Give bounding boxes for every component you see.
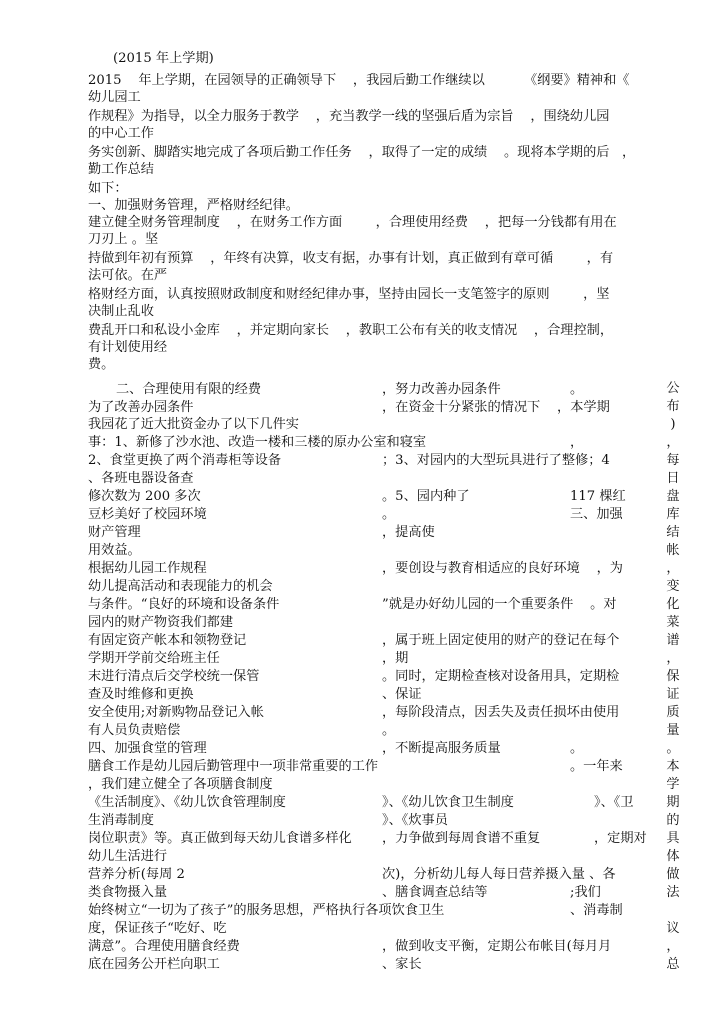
text-line: 2015 年上学期，在园领导的正确领导下 ，我园后勤工作继续以	[88, 73, 485, 88]
side-column-char: 质	[666, 705, 680, 720]
side-column-char: 。	[666, 741, 680, 756]
text-line: 刀刃上 。坚	[88, 232, 159, 247]
side-column-char: 每	[666, 453, 680, 468]
text-line: ，不断提高服务质量	[382, 741, 501, 756]
text-line: 。一年来	[570, 759, 623, 774]
text-line: 、膳食调查总结等	[382, 885, 488, 900]
text-line: ，属于班上固定使用的财产的登记在每个	[382, 633, 620, 648]
side-column-char: 体	[666, 849, 680, 864]
text-line: 我园花了近大批资金办了以下几件实	[88, 417, 299, 432]
side-column-char: 议	[666, 921, 680, 936]
side-column-char: 库	[666, 507, 680, 522]
side-column-char: 的	[666, 813, 680, 828]
text-line: ，每阶段清点，因丢失及责任损坏由使用	[382, 705, 620, 720]
text-line: 。同时，定期检查核对设备用具，定期检	[382, 669, 620, 684]
text-line: 有计划使用经	[88, 340, 168, 355]
text-line: 类食物摄入量	[88, 885, 168, 900]
text-line: 用效益。	[88, 543, 141, 558]
text-line: 、家长	[382, 957, 422, 972]
text-line: 《纲要》精神和《	[524, 73, 630, 88]
text-line: 底在园务公开栏向职工	[88, 957, 220, 972]
text-line: 有固定资产帐本和领物登记	[88, 633, 247, 648]
text-line: 次)，分析幼儿每人每日营养摄入量 、各	[382, 867, 616, 882]
text-line: 格财经方面，认真按照财政制度和财经纪律办事，坚持由园长一支笔签字的原则 ，坚	[88, 287, 610, 302]
text-line: 生消毒制度	[88, 813, 154, 828]
text-line: 为了改善办园条件	[88, 400, 194, 415]
text-line: ;我们	[570, 885, 601, 900]
text-line: ，	[570, 435, 584, 450]
text-line: 与条件。“良好的环境和设备条件	[88, 597, 280, 612]
side-column-char: 保	[666, 669, 680, 684]
text-line: 。5、园内种了	[382, 489, 470, 504]
side-column-char: ，	[666, 561, 680, 576]
text-line: 费乱开口和私设小金库 ，并定期向家长 ，教职工公布有关的收支情况 ，合理控制，	[88, 323, 614, 338]
text-line: 2、食堂更换了两个消毒柜等设备	[88, 453, 282, 468]
text-line: 幼儿园工	[88, 90, 141, 105]
text-line: 决制止乱收	[88, 304, 154, 319]
side-column-char: 变	[666, 579, 680, 594]
side-column-char: 盘	[666, 489, 680, 504]
text-line: 根据幼儿园工作规程	[88, 561, 207, 576]
text-line: 。	[570, 382, 584, 397]
text-line: 》、《炊事员	[382, 813, 448, 828]
text-line: 事：1、新修了沙水池、改造一楼和三楼的原办公室和寝室	[88, 435, 427, 450]
side-column-char: 期	[666, 795, 680, 810]
side-column-char: ，	[666, 435, 680, 450]
text-line: 度，保证孩子“吃好、吃	[88, 921, 227, 936]
text-line: 三、加强	[570, 507, 623, 522]
text-line: ，定期对	[594, 831, 647, 846]
text-line: 二、合理使用有限的经费	[116, 382, 262, 397]
text-line: 《生活制度》、《幼儿饮食管理制度	[88, 795, 286, 810]
side-column-char: 谱	[666, 633, 680, 648]
text-line: 。	[382, 507, 396, 522]
text-line: 建立健全财务管理制度 ，在财务工作方面 ，合理使用经费 ，把每一分钱都有用在	[88, 215, 617, 230]
side-column-char: 结	[666, 525, 680, 540]
side-column-char: 菜	[666, 615, 680, 630]
text-line: 务实创新、脚踏实地完成了各项后勤工作任务 ，取得了一定的成绩 。现将本学期的后 ，	[88, 145, 636, 160]
side-column-char: 证	[666, 687, 680, 702]
text-line: 修次数为 200 多次	[88, 489, 201, 504]
text-line: ，期	[382, 651, 409, 666]
text-line: 满意”。合理使用膳食经费	[88, 939, 240, 954]
text-line: 一、加强财务管理，严格财经纪律。	[88, 198, 299, 213]
text-line: 。	[570, 741, 584, 756]
side-column-char: 做	[666, 867, 680, 882]
side-column-char: 帐	[666, 543, 680, 558]
side-column-char: )	[670, 417, 676, 432]
text-line: 学期开学前交给班主任	[88, 651, 220, 666]
text-line: 有人员负责赔偿	[88, 723, 181, 738]
text-line: 》、《幼儿饮食卫生制度	[382, 795, 514, 810]
side-column-char: 学	[666, 777, 680, 792]
text-line: 财产管理	[88, 525, 141, 540]
text-line: 幼儿提高活动和表现能力的机会	[88, 579, 273, 594]
text-line: (2015 年上学期)	[113, 51, 214, 66]
text-line: 安全使用;对新购物品登记入帐	[88, 705, 264, 720]
side-column-char: 法	[666, 885, 680, 900]
side-column-char: 化	[666, 597, 680, 612]
side-column-char: ，	[666, 651, 680, 666]
side-column-char: 公	[666, 381, 680, 396]
side-column-char: 总	[666, 957, 680, 972]
text-line: 末进行清点后交学校统一保管	[88, 669, 260, 684]
text-line: 园内的财产物资我们都建	[88, 615, 234, 630]
text-line: ，在资金十分紧张的情况下 ，本学期	[382, 400, 610, 415]
text-line: 膳食工作是幼儿园后勤管理中一项非常重要的工作	[88, 759, 379, 774]
text-line: ，要创设与教育相适应的良好环境 ，为	[382, 561, 623, 576]
text-line: ，努力改善办园条件	[382, 382, 501, 397]
text-line: 豆杉美好了校园环境	[88, 507, 207, 522]
text-line: ，力争做到每周食谱不重复	[382, 831, 541, 846]
text-line: 勤工作总结	[88, 162, 154, 177]
text-line: 查及时维修和更换	[88, 687, 194, 702]
text-line: 岗位职责》等。真正做到每天幼儿食谱多样化	[88, 831, 352, 846]
text-line: ；3、对园内的大型玩具进行了整修；4	[382, 453, 610, 468]
text-line: 法可依。在严	[88, 268, 168, 283]
text-line: 始终树立“一切为了孩子”的服务思想，严格执行各项饮食卫生	[88, 903, 445, 918]
text-line: 营养分析(每周 2	[88, 867, 185, 882]
text-line: 的中心工作	[88, 126, 154, 141]
text-line: ，我们建立健全了各项膳食制度	[88, 777, 273, 792]
text-line: 作规程》为指导，以全力服务于教学 ，充当教学一线的坚强后盾为宗旨 ，围绕幼儿园	[88, 109, 610, 124]
side-column-char: 具	[666, 831, 680, 846]
text-line: ，提高使	[382, 525, 435, 540]
text-line: ”就是办好幼儿园的一个重要条件 。对	[382, 597, 617, 612]
text-line: 、各班电器设备查	[88, 471, 194, 486]
text-line: 如下：	[88, 181, 128, 196]
side-column-char: 日	[666, 471, 680, 486]
text-line: 持做到年初有预算 ，年终有决算，收支有据，办事有计划，真正做到有章可循 ，有	[88, 251, 614, 266]
text-line: ，做到收支平衡，定期公布帐目(每月月	[382, 939, 612, 954]
side-column-char: 布	[666, 399, 680, 414]
text-line: 费。	[88, 357, 115, 372]
text-line: 》、《卫	[594, 795, 634, 810]
text-line: 。	[382, 723, 396, 738]
side-column-char: 量	[666, 723, 680, 738]
text-line: 幼儿生活进行	[88, 849, 168, 864]
text-line: 、保证	[382, 687, 422, 702]
text-line: 、消毒制	[570, 903, 623, 918]
side-column-char: ，	[666, 939, 680, 954]
side-column-char: 本	[666, 759, 680, 774]
text-line: 四、加强食堂的管理	[88, 741, 207, 756]
text-line: 117 棵红	[570, 489, 626, 504]
